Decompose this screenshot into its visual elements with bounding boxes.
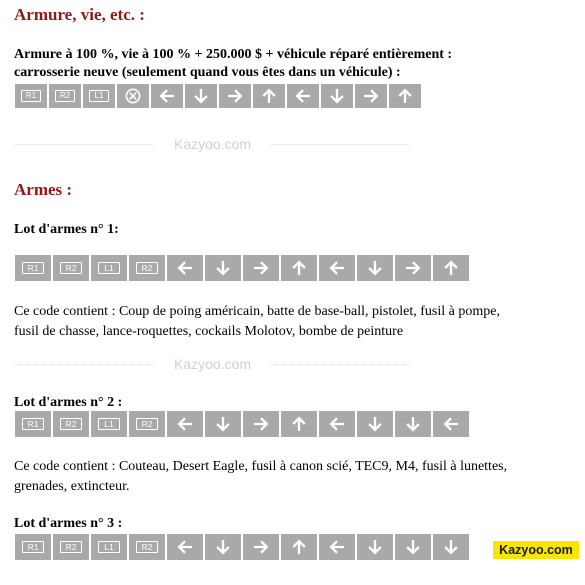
arrow-left-icon (327, 414, 347, 434)
button-r1 (15, 534, 51, 560)
button-left-icon (319, 255, 355, 281)
button-down-icon (357, 411, 393, 437)
arrow-up-icon (289, 537, 309, 557)
button-label: R1 (22, 262, 44, 274)
cross-button-icon (123, 86, 143, 106)
section-title-armes: Armes : (14, 180, 73, 199)
arrow-up-icon (289, 414, 309, 434)
arrow-down-icon (213, 414, 233, 434)
button-sequence-lot1 (15, 255, 469, 281)
button-r2 (53, 411, 89, 437)
button-label: R2 (60, 418, 82, 430)
button-r1 (15, 84, 47, 108)
arrow-left-icon (293, 86, 313, 106)
button-l1 (91, 534, 127, 560)
button-down-icon (205, 255, 241, 281)
button-label: R1 (21, 90, 41, 102)
button-label: L1 (98, 418, 120, 430)
button-left-icon (319, 411, 355, 437)
button-up-icon (253, 84, 285, 108)
button-label: R1 (22, 541, 44, 553)
button-right-icon (243, 534, 279, 560)
divider-dashes (15, 364, 154, 365)
button-up-icon (389, 84, 421, 108)
button-label: R2 (136, 262, 158, 274)
button-label: R2 (136, 541, 158, 553)
button-down-icon (357, 534, 393, 560)
arrow-down-icon (403, 414, 423, 434)
button-down-icon (357, 255, 393, 281)
button-cross-icon (117, 84, 149, 108)
section-title-armure: Armure, vie, etc. : (14, 5, 145, 24)
button-down-icon (433, 534, 469, 560)
watermark-divider-2 (15, 356, 410, 372)
button-r2 (129, 411, 165, 437)
arrow-left-icon (175, 414, 195, 434)
arrow-left-icon (175, 258, 195, 278)
button-right-icon (355, 84, 387, 108)
watermark-text: Kazyoo.com (173, 136, 252, 152)
button-r2 (53, 534, 89, 560)
arrow-down-icon (365, 258, 385, 278)
button-down-icon (205, 411, 241, 437)
button-label: R2 (60, 262, 82, 274)
button-label: L1 (89, 90, 109, 102)
arrow-down-icon (365, 414, 385, 434)
divider-dashes (271, 144, 410, 145)
lot3-title: Lot d'armes n° 3 : (14, 516, 123, 531)
arrow-up-icon (395, 86, 415, 106)
button-label: L1 (98, 541, 120, 553)
button-sequence-lot2 (15, 411, 469, 437)
button-right-icon (395, 255, 431, 281)
arrow-down-icon (403, 537, 423, 557)
divider-dashes (15, 144, 154, 145)
arrow-up-icon (441, 258, 461, 278)
arrow-down-icon (213, 258, 233, 278)
arrow-down-icon (327, 86, 347, 106)
button-up-icon (281, 255, 317, 281)
button-left-icon (151, 84, 183, 108)
button-up-icon (281, 534, 317, 560)
button-label: R2 (136, 418, 158, 430)
button-r2 (49, 84, 81, 108)
button-r2 (129, 255, 165, 281)
lot1-title: Lot d'armes n° 1: (14, 222, 119, 237)
arrow-left-icon (157, 86, 177, 106)
button-sequence-lot3 (15, 534, 469, 560)
button-label: R2 (55, 90, 75, 102)
lot2-title: Lot d'armes n° 2 : (14, 395, 123, 410)
button-label: L1 (98, 262, 120, 274)
button-r2 (129, 534, 165, 560)
arrow-left-icon (175, 537, 195, 557)
button-right-icon (219, 84, 251, 108)
armure-description-line2: carrosserie neuve (seulement quand vous êtes dans un véhicule) : (14, 65, 401, 80)
button-sequence-armure (15, 84, 421, 108)
lot1-contents-line2: fusil de chasse, lance-roquettes, cockails Molotov, bombe de peinture (14, 324, 404, 339)
arrow-right-icon (251, 414, 271, 434)
button-up-icon (281, 411, 317, 437)
arrow-right-icon (251, 537, 271, 557)
button-r2 (53, 255, 89, 281)
button-down-icon (205, 534, 241, 560)
button-left-icon (167, 255, 203, 281)
arrow-down-icon (191, 86, 211, 106)
arrow-up-icon (259, 86, 279, 106)
button-left-icon (433, 411, 469, 437)
button-l1 (83, 84, 115, 108)
arrow-down-icon (365, 537, 385, 557)
arrow-left-icon (327, 258, 347, 278)
arrow-right-icon (361, 86, 381, 106)
lot2-contents-line2: grenades, extincteur. (14, 479, 130, 494)
button-down-icon (395, 534, 431, 560)
button-up-icon (433, 255, 469, 281)
lot1-contents-line1: Ce code contient : Coup de poing américain, batte de base-ball, pistolet, fusil à pompe, (14, 304, 500, 319)
button-left-icon (287, 84, 319, 108)
arrow-down-icon (213, 537, 233, 557)
watermark-divider-1 (15, 136, 410, 152)
arrow-right-icon (251, 258, 271, 278)
arrow-left-icon (327, 537, 347, 557)
kazyoo-logo[interactable]: Kazyoo.com (493, 541, 579, 559)
button-label: R2 (60, 541, 82, 553)
button-r1 (15, 255, 51, 281)
button-left-icon (319, 534, 355, 560)
button-left-icon (167, 411, 203, 437)
lot2-contents-line1: Ce code contient : Couteau, Desert Eagle, fusil à canon scié, TEC9, M4, fusil à lunettes, (14, 459, 508, 474)
button-right-icon (243, 411, 279, 437)
arrow-up-icon (289, 258, 309, 278)
button-label: R1 (22, 418, 44, 430)
button-l1 (91, 411, 127, 437)
button-right-icon (243, 255, 279, 281)
divider-dashes (271, 364, 410, 365)
button-r1 (15, 411, 51, 437)
arrow-right-icon (403, 258, 423, 278)
arrow-right-icon (225, 86, 245, 106)
button-left-icon (167, 534, 203, 560)
button-l1 (91, 255, 127, 281)
watermark-text: Kazyoo.com (173, 356, 252, 372)
arrow-down-icon (441, 537, 461, 557)
button-down-icon (395, 411, 431, 437)
button-down-icon (185, 84, 217, 108)
button-down-icon (321, 84, 353, 108)
arrow-left-icon (441, 414, 461, 434)
armure-description-line1: Armure à 100 %, vie à 100 % + 250.000 $ + véhicule réparé entièrement : (14, 47, 453, 62)
